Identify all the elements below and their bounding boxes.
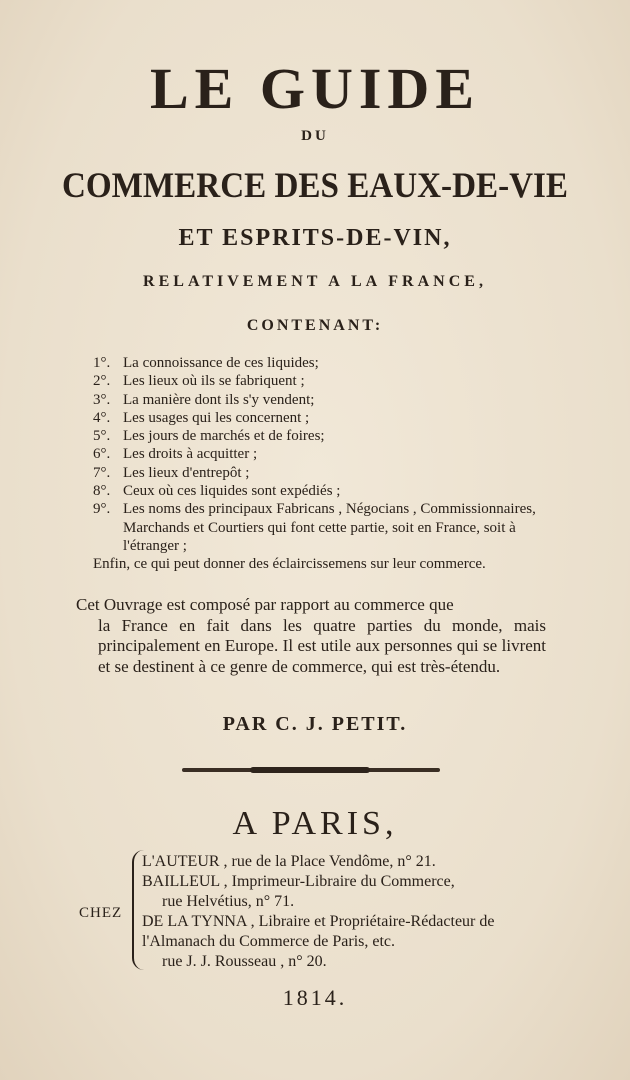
item-number: 6°. bbox=[93, 446, 111, 463]
imprint-city: A PARIS, bbox=[232, 805, 398, 842]
item-text: Ceux où ces liquides sont expédiés ; bbox=[123, 483, 341, 500]
list-item bbox=[93, 500, 563, 555]
list-item bbox=[93, 391, 563, 409]
chez-label: CHEZ bbox=[79, 905, 123, 921]
item-text: Les droits à acquitter ; bbox=[123, 446, 258, 463]
publisher-addresses bbox=[142, 852, 552, 972]
item-number: 4°. bbox=[93, 409, 111, 426]
author-line: PAR C. J. PETIT. bbox=[222, 713, 408, 735]
item-number: 1°. bbox=[93, 355, 111, 371]
item-text: Les usages qui les concernent ; bbox=[123, 409, 310, 426]
item-number: 8°. bbox=[93, 483, 111, 500]
title-line-2: COMMERCE DES EAUX-DE-VIE bbox=[61, 165, 569, 205]
item-number: 3°. bbox=[93, 391, 111, 408]
description-paragraph bbox=[76, 595, 546, 677]
list-item bbox=[93, 409, 563, 427]
ornamental-rule-center bbox=[250, 767, 370, 773]
address-line: DE LA TYNNA , Libraire et Propriétaire-Rédacteur de l'Almanach du Commerce de Paris, etc. bbox=[142, 913, 495, 950]
item-number: 2°. bbox=[93, 373, 111, 390]
list-item bbox=[93, 427, 563, 445]
enfin-line: Enfin, ce qui peut donner des éclaircissemens sur leur commerce. bbox=[93, 556, 486, 573]
list-item bbox=[93, 372, 563, 390]
paragraph-first-line: Cet Ouvrage est composé par rapport au commerce que bbox=[76, 595, 454, 614]
list-item bbox=[93, 354, 563, 372]
paragraph-rest: la France en fait dans les quatre parties du monde, mais principalement en Europe. Il est utile aux personnes qui se livrent et se destinent à ce genre de commerce, qui est très-étendu. bbox=[98, 615, 546, 676]
item-number: 9°. bbox=[93, 501, 111, 518]
list-item bbox=[93, 464, 563, 482]
title-line-1: LE GUIDE bbox=[149, 56, 480, 121]
item-text: Les jours de marchés et de foires; bbox=[123, 428, 325, 445]
item-number: 7°. bbox=[93, 464, 111, 481]
list-item bbox=[93, 482, 563, 500]
title-line-4: RELATIVEMENT A LA FRANCE, bbox=[143, 273, 487, 290]
item-text: Les lieux où ils se fabriquent ; bbox=[123, 373, 305, 390]
address-line: rue J. J. Rousseau , n° 20. bbox=[162, 953, 327, 970]
item-text: Les noms des principaux Fabricans , Négocians , Commissionnaires, Marchands et Courtiers qui font cette partie, soit en France, soit à l'étranger ; bbox=[123, 501, 536, 554]
title-du: DU bbox=[301, 128, 329, 144]
address-line: L'AUTEUR , rue de la Place Vendôme, n° 21. bbox=[142, 853, 436, 870]
list-item bbox=[93, 445, 563, 463]
publication-year: 1814. bbox=[282, 985, 348, 1010]
address-line: BAILLEUL , Imprimeur-Libraire du Commerce, bbox=[142, 873, 455, 890]
item-number: 5°. bbox=[93, 428, 111, 445]
item-text: La connoissance de ces liquides; bbox=[123, 355, 319, 371]
title-line-3: ET ESPRITS-DE-VIN, bbox=[178, 225, 452, 251]
contents-list bbox=[93, 354, 563, 574]
item-text: Les lieux d'entrepôt ; bbox=[123, 464, 250, 481]
address-line: rue Helvétius, n° 71. bbox=[162, 893, 295, 910]
contenant-heading: CONTENANT: bbox=[246, 317, 384, 334]
item-text: La manière dont ils s'y vendent; bbox=[123, 391, 315, 408]
